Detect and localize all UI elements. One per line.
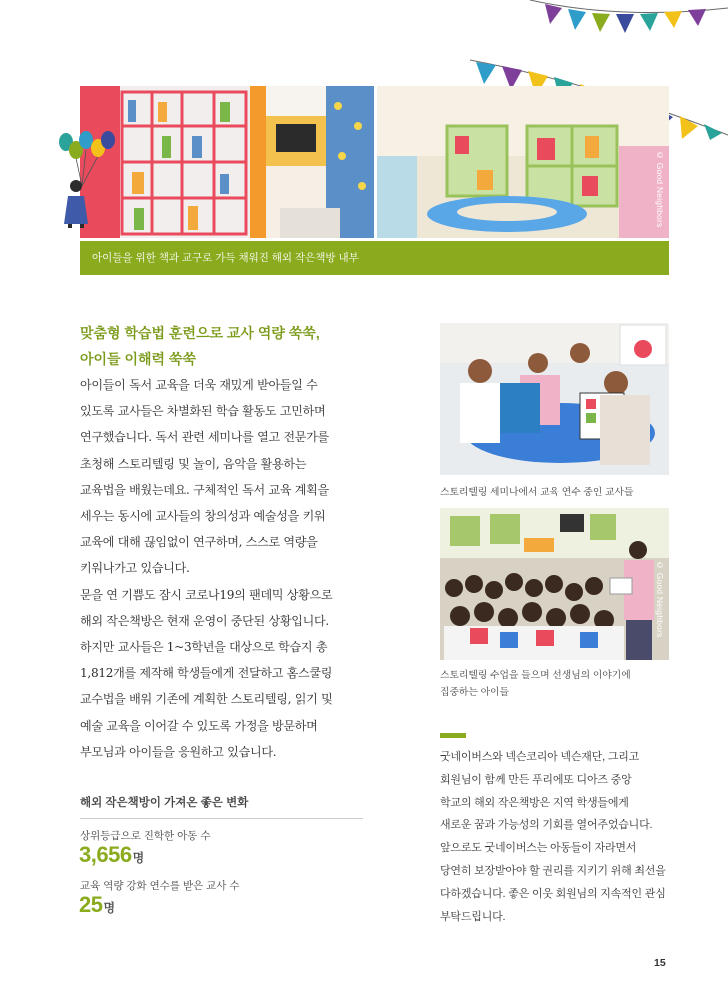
stat-value bbox=[79, 892, 115, 918]
closing-line: 회원님이 함께 만든 푸리에또 디아즈 중앙 bbox=[440, 773, 632, 786]
stat-unit: 명 bbox=[103, 901, 116, 915]
photo-caption: 스토리텔링 세미나에서 교육 연수 중인 교사들 bbox=[440, 487, 634, 498]
stat-number: 25 bbox=[79, 892, 103, 917]
stat-label: 상위등급으로 진학한 아동 수 bbox=[80, 830, 211, 842]
storytelling-class-photo bbox=[440, 508, 669, 660]
closing-line: 부탁드립니다. bbox=[440, 910, 506, 923]
body-line: 초청해 스토리텔링 및 놀이, 음악을 활용하는 bbox=[80, 456, 307, 471]
section-title-line: 아이들 이해력 쑥쑥 bbox=[80, 351, 196, 367]
body-line: 키워나가고 있습니다. bbox=[80, 561, 190, 576]
photo-credit: © Good Neighbors bbox=[655, 150, 665, 228]
photo-caption-line: 스토리텔링 수업을 들으며 선생님의 이야기에 bbox=[440, 670, 631, 681]
stats-divider bbox=[80, 818, 363, 819]
closing-line: 새로운 꿈과 가능성의 기회를 열어주었습니다. bbox=[440, 819, 653, 832]
stat-unit: 명 bbox=[132, 851, 145, 865]
closing-line: 학교의 해외 작은책방은 지역 학생들에게 bbox=[440, 796, 629, 809]
stat-label: 교육 역량 강화 연수를 받은 교사 수 bbox=[80, 880, 240, 892]
body-line: 하지만 교사들은 1~3학년을 대상으로 학습지 총 bbox=[80, 640, 328, 655]
photo-caption-line: 집중하는 아이들 bbox=[440, 687, 509, 698]
stat-number: 3,656 bbox=[79, 842, 132, 867]
body-line: 예술 교육을 이어갈 수 있도록 가정을 방문하며 bbox=[80, 718, 318, 733]
body-line: 교육에 대해 끊임없이 연구하며, 스스로 역량을 bbox=[80, 535, 318, 550]
closing-line: 앞으로도 굿네이버스는 아동들이 자라면서 bbox=[440, 842, 637, 855]
closing-line: 굿네이버스와 넥슨코리아 넥슨재단, 그리고 bbox=[440, 751, 640, 763]
body-line: 세우는 동시에 교사들의 창의성과 예술성을 키워 bbox=[80, 509, 326, 524]
accent-dash bbox=[440, 733, 466, 738]
body-line: 있도록 교사들은 차별화된 학습 활동도 고민하며 bbox=[80, 404, 326, 419]
body-line: 1,812개를 제작해 학생들에게 전달하고 홈스쿨링 bbox=[80, 666, 333, 681]
body-line: 문을 연 기쁨도 잠시 코로나19의 팬데믹 상황으로 bbox=[80, 587, 333, 602]
stats-title: 해외 작은책방이 가져온 좋은 변화 bbox=[80, 797, 249, 809]
body-line: 아이들이 독서 교육을 더욱 재밌게 받아들일 수 bbox=[80, 378, 318, 392]
toy-shelves-photo bbox=[377, 86, 669, 238]
body-line: 교육법을 배웠는데요. 구체적인 독서 교육 계획을 bbox=[80, 482, 329, 497]
closing-text bbox=[440, 746, 680, 928]
teacher-seminar-photo bbox=[440, 323, 669, 475]
body-line: 연구했습니다. 독서 관련 세미나를 열고 전문가를 bbox=[80, 430, 329, 445]
body-line: 부모님과 아이들을 응원하고 있습니다. bbox=[80, 744, 277, 759]
top-caption: 아이들을 위한 책과 교구로 가득 채워진 해외 작은책방 내부 bbox=[80, 241, 669, 275]
section-title bbox=[80, 320, 320, 372]
body-line: 해외 작은책방은 현재 운영이 중단된 상황입니다. bbox=[80, 613, 329, 628]
body-line: 교수법을 배워 기존에 계획한 스토리텔링, 읽기 및 bbox=[80, 692, 333, 707]
stat-value bbox=[79, 842, 144, 868]
balloon-girl-illustration bbox=[56, 128, 126, 228]
photo-caption bbox=[440, 667, 631, 701]
page-number: 15 bbox=[654, 957, 666, 969]
closing-line: 다하겠습니다. 좋은 이웃 회원님의 지속적인 관심 bbox=[440, 887, 666, 900]
photo-credit: © Good Neighbors bbox=[655, 560, 665, 638]
section-title-line: 맞춤형 학습법 훈련으로 교사 역량 쑥쑥, bbox=[80, 325, 320, 341]
closing-line: 당연히 보장받아야 할 권리를 지키기 위해 최선을 bbox=[440, 864, 666, 877]
body-text bbox=[80, 372, 370, 765]
